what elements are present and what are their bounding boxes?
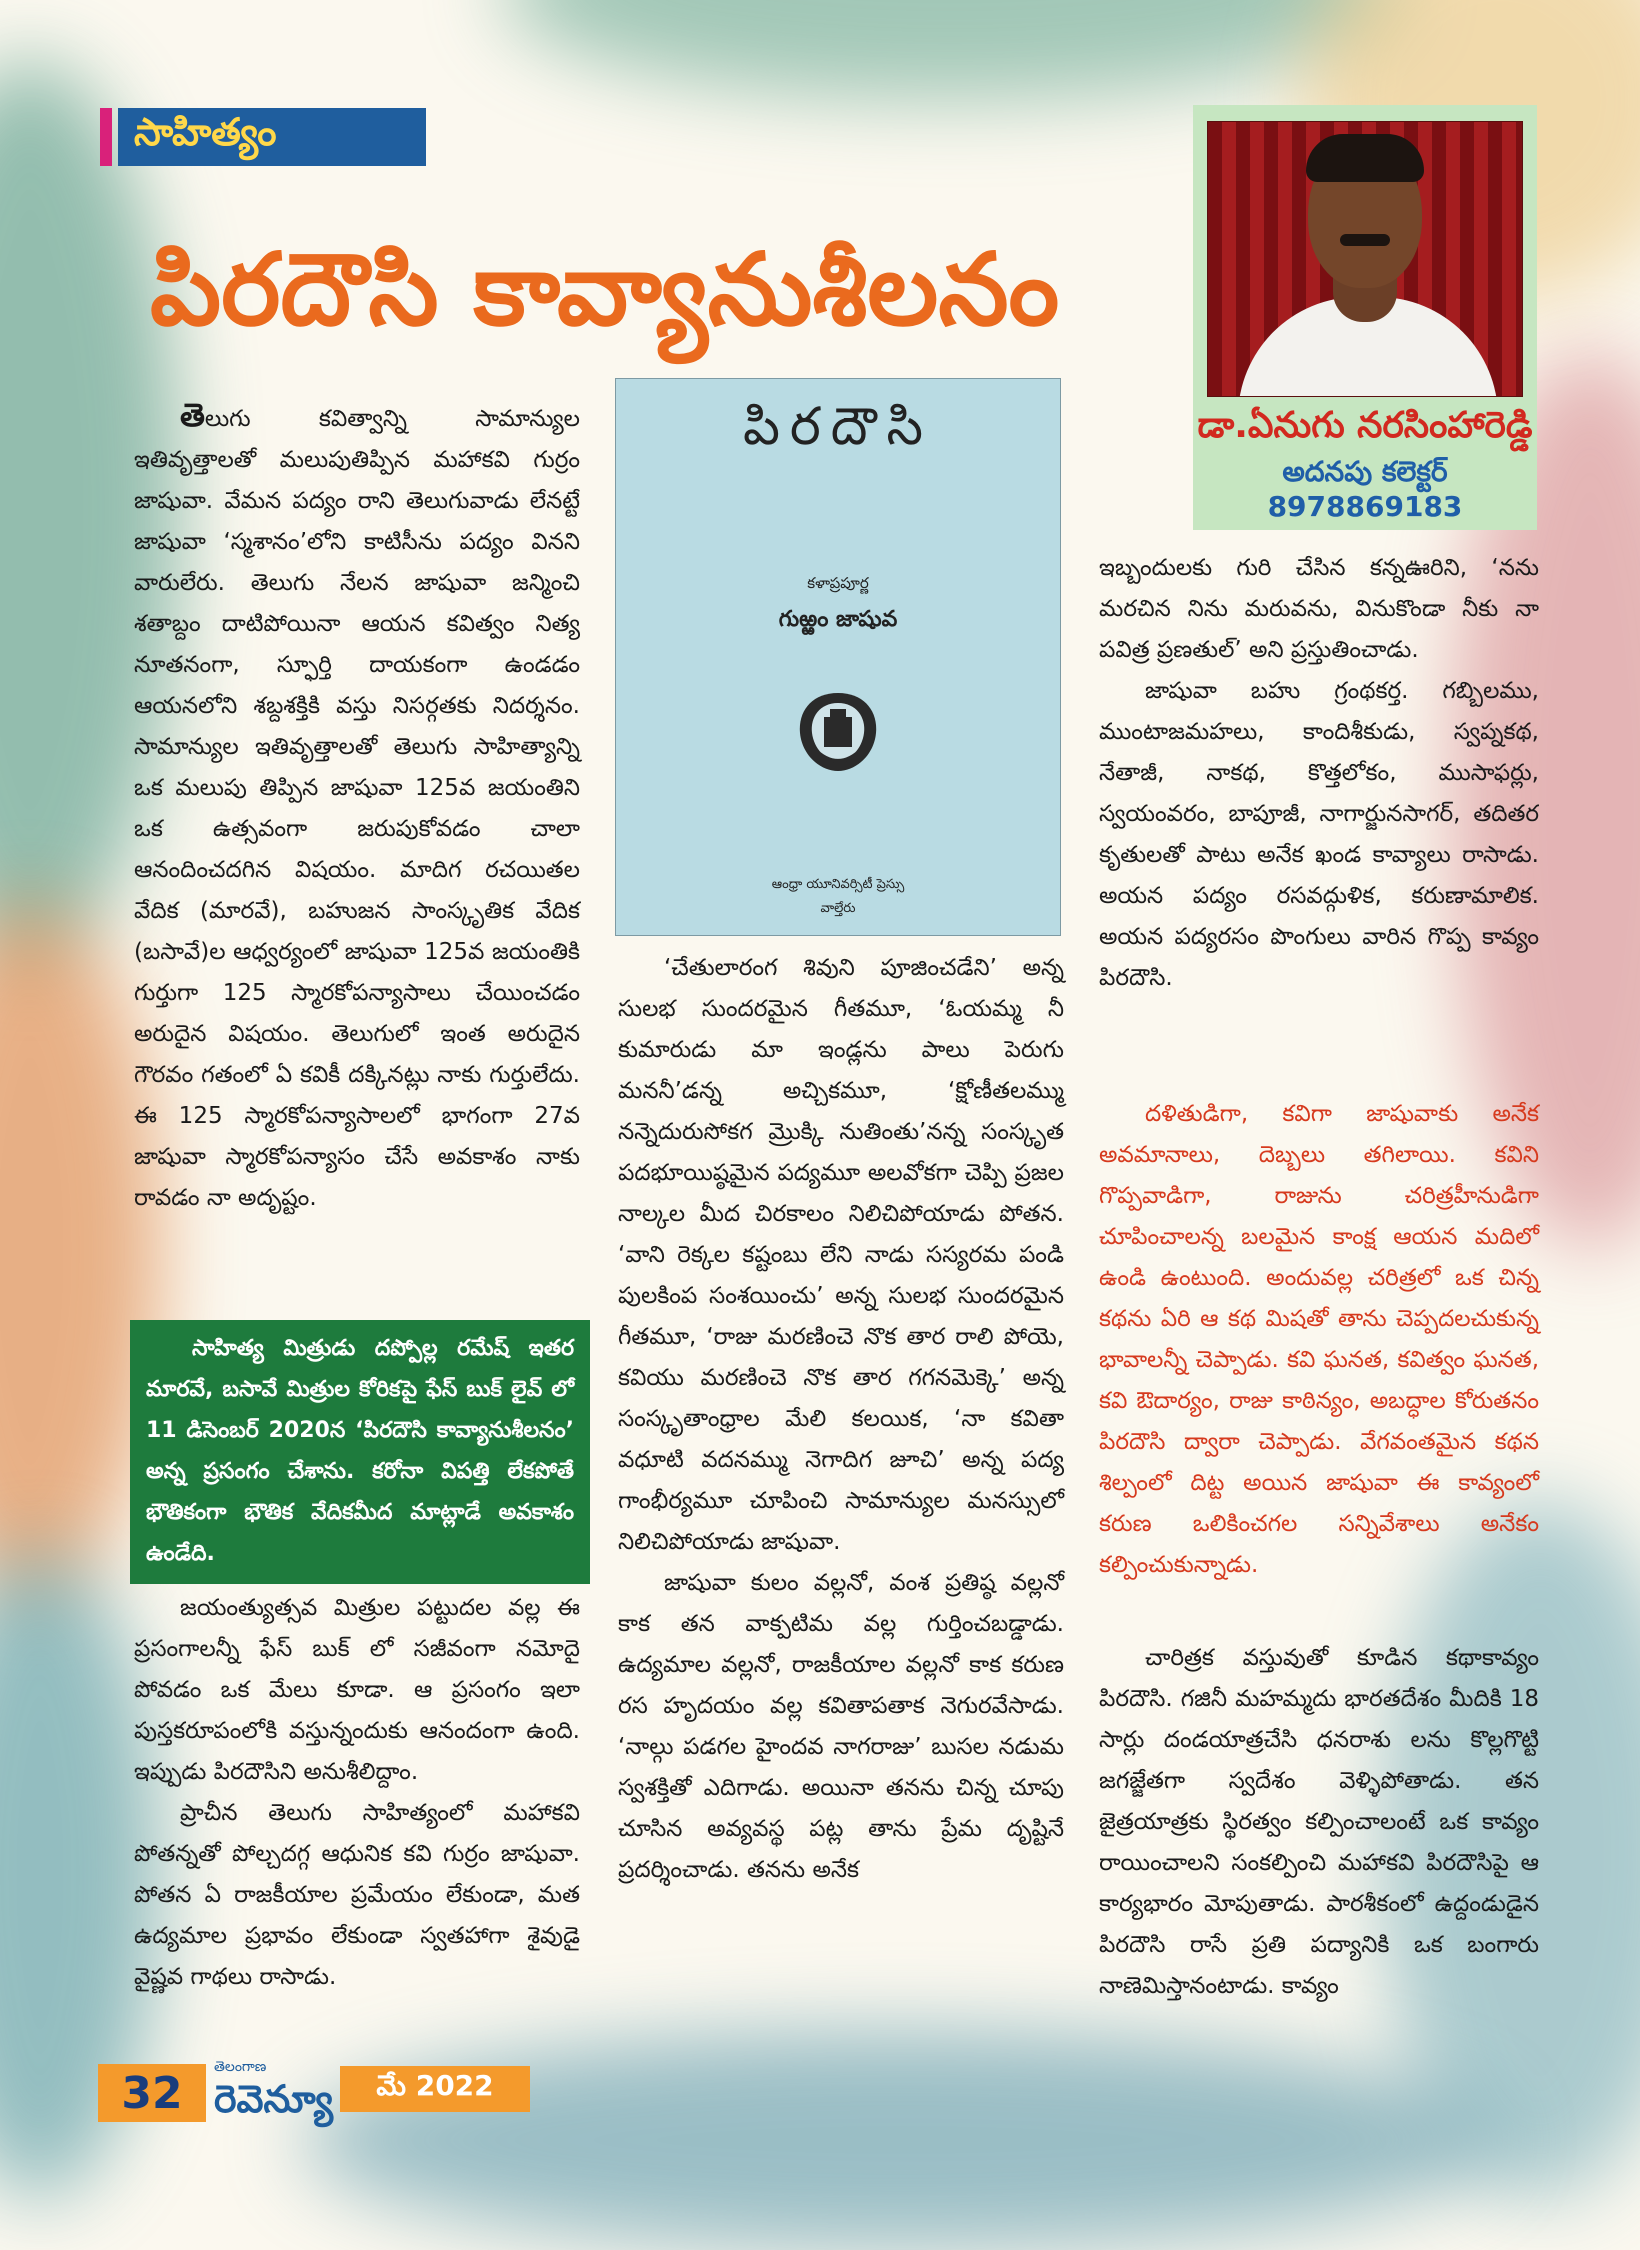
paragraph: ప్రాచీన తెలుగు సాహిత్యంలో మహాకవి పోతన్నతో పోల్చదగ్గ ఆధునిక కవి గుర్రం జాషువా. పోతన ఏ రాజకీయాల ప్రమేయం లేకుండా, మత ఉద్యమాల ప్రభావం లేకుండా స్వతహాగా శైవుడై వైష్ణవ గాథలు రాసాడు.	[134, 1800, 580, 1990]
book-cover-image	[615, 378, 1061, 936]
page-number: 32	[98, 2064, 206, 2122]
drop-cap: తె	[180, 396, 205, 434]
section-tag	[100, 108, 426, 166]
paragraph: ఇబ్బందులకు గురి చేసిన కన్నఊరిని, ‘నను మరచిన నిను మరువను, వినుకొండా నీకు నా పవిత్ర ప్రణతుల్’ అని ప్రస్తుతించాడు.	[1099, 555, 1539, 663]
author-photo	[1207, 121, 1523, 397]
article-column-3-continued	[1099, 1638, 1539, 2007]
article-column-3	[1099, 548, 1539, 999]
red-highlight-paragraph	[1099, 1094, 1539, 1586]
brand-name: రెవెన్యూ	[214, 2077, 334, 2121]
university-emblem-icon	[792, 689, 884, 775]
book-title: పిరదౌసి	[742, 397, 934, 457]
paragraph: దళితుడిగా, కవిగా జాషువాకు అనేక అవమానాలు, దెబ్బలు తగిలాయి. కవిని గొప్పవాడిగా, రాజును చరిత్రహీనుడిగా చూపించాలన్న బలమైన కాంక్ష ఆయన మదిలో ఉండి ఉంటుంది. అందువల్ల చరిత్రలో ఒక చిన్న కథను ఏరి ఆ కథ మిషతో తాను చెప్పదలచుకున్న భావాలన్నీ చెప్పాడు. కవి ఘనత, కవిత్వం ఘనత, కవి ఔదార్యం, రాజు కాఠిన్యం, అబద్ధాల కోరుతనం పిరదౌసి ద్వారా చెప్పాడు. వేగవంతమైన కథన శిల్పంలో దిట్ట అయిన జాషువా ఈ కావ్యంలో కరుణ ఒలికించగల సన్నివేశాలు అనేకం కల్పించుకున్నాడు.	[1099, 1101, 1539, 1578]
paragraph: లుగు కవిత్వాన్ని సామాన్యుల ఇతివృత్తాలతో మలుపుతిప్పిన మహాకవి గుర్రం జాషువా. వేమన పద్యం రాని తెలుగువాడు లేనట్టే జాషువా ‘స్మశానం’లోని కాటిసీను పద్యం వినని వారులేరు. తెలుగు నేలన జాషువా జన్మించి శతాబ్దం దాటిపోయినా ఆయన కవిత్వం నిత్య నూతనంగా, స్ఫూర్తి దాయకంగా ఉండడం ఆయనలోని శబ్దశక్తికి వస్తు నిసర్గతకు నిదర్శనం. సామాన్యుల ఇతివృత్తాలతో తెలుగు సాహిత్యాన్ని ఒక మలుపు తిప్పిన జాషువా 125వ జయంతిని ఒక ఉత్సవంగా జరుపుకోవడం చాలా ఆనందించదగిన విషయం. మాదిగ రచయితల వేదిక (మారవే), బహుజన సాంస్కృతిక వేదిక (బసావే)ల ఆధ్వర్యంలో జాషువా 125వ జయంతికి గుర్తుగా 125 స్మారకోపన్యాసాలు చేయించడం అరుదైన విషయం. తెలుగులో ఇంత అరుదైన గౌరవం గతంలో ఏ కవికీ దక్కినట్లు నాకు గుర్తులేదు. ఈ 125 స్మారకోపన్యాసాలలో భాగంగా 27వ జాషువా స్మారకోపన్యాసం చేసే అవకాశం నాకు రావడం నా అదృష్టం.	[134, 406, 580, 1211]
highlight-box	[130, 1320, 590, 1584]
author-name: డా.ఏనుగు నరసింహారెడ్డి	[1197, 405, 1533, 446]
author-box	[1193, 105, 1537, 530]
article-column-1-continued	[134, 1588, 580, 1998]
book-author: గుఱ్ఱం జాషువ	[778, 607, 898, 632]
paragraph: ‘చేతులారంగ శివుని పూజించడేని’ అన్న సులభ సుందరమైన గీతమూ, ‘ఓయమ్మ నీ కుమారుడు మా ఇండ్లను పాలు పెరుగు మననీ’డన్న అచ్చికమూ, ‘క్షోణీతలమ్ము నన్నెదురుసోకగ మ్రొక్కి నుతింతు’నన్న సంస్కృత పదభూయిష్ఠమైన పద్యమూ అలవోకగా చెప్పి ప్రజల నాల్కల మీద చిరకాలం నిలిచిపోయాడు పోతన. ‘వాని రెక్కల కష్టంబు లేని నాడు సస్యరమ పండి పులకింప సంశయించు’ అన్న సులభ సుందరమైన గీతమూ, ‘రాజు మరణించె నొక తార రాలి పోయె, కవియు మరణించె నొక తార గగనమెక్కె’ అన్న సంస్కృతాంధ్రాల మేలి కలయిక, ‘నా కవితా వధూటి వదనమ్ము నెగాదిగ జూచి’ అన్న పద్య గాంభీర్యమూ చూపించి సామాన్యుల మనస్సులో నిలిచిపోయాడు జాషువా.	[618, 955, 1064, 1555]
article-headline: పిరదౌసి కావ్యానుశీలనం	[150, 231, 1060, 348]
magazine-brand	[214, 2058, 334, 2138]
author-phone: 8978869183	[1267, 490, 1463, 523]
book-publisher: ఆంధ్రా యూనివర్సిటీ ప్రెస్సు	[771, 877, 905, 892]
highlight-text: సాహిత్య మిత్రుడు దప్పోల్ల రమేష్ ఇతర మారవే, బసావే మిత్రుల కోరికపై ఫేస్ బుక్ లైవ్ లో 11 డిసెంబర్ 2020న ‘పిరదౌసి కావ్యానుశీలనం’ అన్న ప్రసంగం చేశాను. కరోనా విపత్తి లేకపోతే భౌతికంగా భౌతిక వేదికమీద మాట్లాడే అవకాశం ఉండేది.	[146, 1336, 574, 1566]
paragraph: జయంత్యుత్సవ మిత్రుల పట్టుదల వల్ల ఈ ప్రసంగాలన్నీ ఫేస్ బుక్ లో సజీవంగా నమోదై పోవడం ఒక మేలు కూడా. ఆ ప్రసంగం ఇలా పుస్తకరూపంలోకి వస్తున్నందుకు ఆనందంగా ఉంది. ఇప్పుడు పిరదౌసిని అనుశీలిద్దాం.	[134, 1595, 580, 1785]
book-subtitle: కళాప్రపూర్ణ	[807, 574, 869, 592]
brand-small: తెలంగాణ	[214, 2059, 267, 2075]
section-tag-accent	[100, 108, 112, 166]
paragraph: చారిత్రక వస్తువుతో కూడిన కథాకావ్యం పిరదౌసి. గజినీ మహమ్మదు భారతదేశం మీదికి 18 సార్లు దండయాత్రచేసి ధనరాశు లను కొల్లగొట్టి జగజ్జేతగా స్వదేశం వెళ్ళిపోతాడు. తన జైత్రయాత్రకు స్థిరత్వం కల్పించాలంటే ఒక కావ్యం రాయించాలని సంకల్పించి మహాకవి పిరదౌసిపై ఆ కార్యభారం మోపుతాడు. పారశీకంలో ఉద్దండుడైన పిరదౌసి రాసే ప్రతి పద్యానికి ఒక బంగారు నాణెమిస్తానంటాడు. కావ్యం	[1099, 1645, 1539, 1999]
book-place: వాల్తేరు	[820, 901, 856, 916]
paragraph: జాషువా కులం వల్లనో, వంశ ప్రతిష్ఠ వల్లనో కాక తన వాక్పటిమ వల్ల గుర్తించబడ్డాడు. ఉద్యమాల వల్లనో, రాజకీయాల వల్లనో కాక కరుణ రస హృదయం వల్ల కవితాపతాక నెగురవేసాడు. ‘నాల్గు పడగల హైందవ నాగరాజు’ బుసల నడుమ స్వశక్తితో ఎదిగాడు. అయినా తనను చిన్న చూపు చూసిన అవ్యవస్థ పట్ల తాను ప్రేమ దృష్టినే ప్రదర్శించాడు. తనను అనేక	[618, 1570, 1064, 1883]
section-label: సాహిత్యం	[118, 108, 426, 166]
author-role: అదనపు కలెక్టర్	[1282, 455, 1448, 488]
article-column-2	[618, 948, 1064, 1891]
paragraph: జాషువా బహు గ్రంథకర్త. గబ్బిలము, ముంటాజమహలు, కాందిశీకుడు, స్వప్నకథ, నేతాజీ, నాకథ, కొత్తలోకం, ముసాఫర్లు, స్వయంవరం, బాపూజీ, నాగార్జునసాగర్, తదితర కృతులతో పాటు అనేక ఖండ కావ్యాలు రాసాడు. అయన పద్యం రసవద్గుళిక, కరుణామాలిక. అయన పద్యరసం పొంగులు వారిన గొప్ప కావ్యం పిరదౌసి.	[1099, 678, 1539, 991]
article-column-1	[134, 395, 580, 1219]
issue-date: మే 2022	[340, 2066, 530, 2112]
